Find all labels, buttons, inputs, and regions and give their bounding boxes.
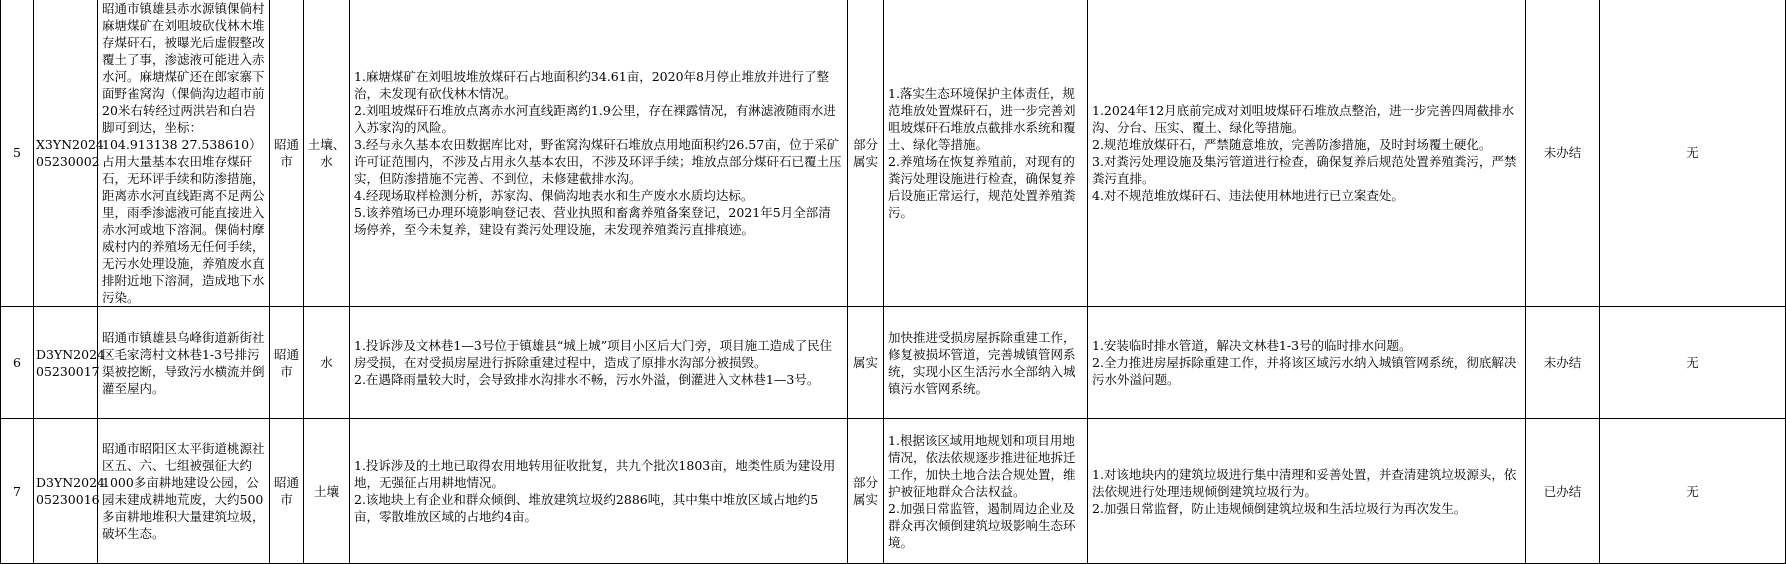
case-id: X3YN2024 05230002 bbox=[34, 0, 98, 307]
accountability: 无 bbox=[1600, 307, 1786, 419]
pollution-type: 土壤 bbox=[304, 419, 350, 564]
city: 昭通市 bbox=[270, 0, 304, 307]
table-row bbox=[1, 0, 1786, 307]
pollution-type: 土壤、水 bbox=[304, 0, 350, 307]
accountability: 无 bbox=[1600, 0, 1786, 307]
case-id: D3YN2024 05230016 bbox=[34, 419, 98, 564]
city: 昭通市 bbox=[270, 307, 304, 419]
verdict: 部分属实 bbox=[848, 0, 884, 307]
city: 昭通市 bbox=[270, 419, 304, 564]
completion-status: 未办结 bbox=[1526, 0, 1600, 307]
rectification-results: 1.对该地块内的建筑垃圾进行集中清理和妥善处置，并查清建筑垃圾源头，依法依规进行处理违规倾倒建筑垃圾行为。 2.加强日常监督，防止违规倾倒建筑垃圾和生活垃圾行为再次发生。 bbox=[1088, 419, 1526, 564]
rectification-results: 1.2024年12月底前完成对刘咀坡煤矸石堆放点整治，进一步完善四周截排水沟、分台、压实、覆土、绿化等措施。 2.规范堆放煤矸石，严禁随意堆放，完善防渗措施，及时封场覆土硬化。 3.对粪污处理设施及集污管道进行检查，确保复养后规范处置养殖粪污，严禁粪污直排。 4.对不规范堆放煤矸石、违法使用林地进行已立案查处。 bbox=[1088, 0, 1526, 307]
row-number: 6 bbox=[1, 307, 34, 419]
case-id: D3YN2024 05230017 bbox=[34, 307, 98, 419]
investigation-findings: 1.麻塘煤矿在刘咀坡堆放煤矸石占地面积约34.61亩，2020年8月停止堆放并进行了整治，未发现有砍伐林木情况。 2.刘咀坡煤矸石堆放点离赤水河直线距离约1.9公里，存在裸露情况，有淋滤液随雨水进入苏家沟的风险。 3.经与永久基本农田数据库比对，野雀窝沟煤矸石堆放点用地面积约26.57亩，位于采矿许可证范围内，不涉及占用永久基本农田，不涉及环评手续；堆放点部分煤矸石已覆土压实，但防渗措施不完善、不到位，未修建截排水沟。 4.经现场取样检测分析，苏家沟、倮倘沟地表水和生产废水水质均达标。 5.该养殖场已办理环境影响登记表、营业执照和畜禽养殖备案登记，2021年5月全部清场停养，至今未复养，建设有粪污处理设施，未发现养殖粪污直排痕迹。 bbox=[350, 0, 848, 307]
table-row bbox=[1, 419, 1786, 564]
row-number: 5 bbox=[1, 0, 34, 307]
complaint-description: 昭通市镇雄县赤水源镇倮倘村麻塘煤矿在刘咀坡砍伐林木堆存煤矸石，被曝光后虚假整改覆土了事，渗滤液可能进入赤水河。麻塘煤矿还在郎家寨下面野雀窝沟（倮倘沟边超市前20米右转经过两洪岩和白岩脚可到达，坐标：104.913138 27.538610）占用大量基本农田堆存煤矸石，无环评手续和防渗措施，距离赤水河直线距离不足两公里，雨季渗滤液可能直接进入赤水河或地下溶洞。倮倘村摩威村内的养殖场无任何手续，无污水处理设施，养殖废水直排附近地下溶洞，造成地下水污染。 bbox=[98, 0, 270, 307]
completion-status: 未办结 bbox=[1526, 307, 1600, 419]
rectification-measures: 1.根据该区域用地规划和项目用地情况，依法依规逐步推进征地拆迁工作，加快土地合法合规处置，维护被征地群众合法权益。 2.加强日常监管，遏制周边企业及群众再次倾倒建筑垃圾影响生态环境。 bbox=[884, 419, 1088, 564]
verdict: 部分属实 bbox=[848, 419, 884, 564]
rectification-measures: 1.落实生态环境保护主体责任，规范堆放处置煤矸石，进一步完善刘咀坡煤矸石堆放点截排水系统和覆土、绿化等措施。 2.养殖场在恢复养殖前，对现有的粪污处理设施进行检查，确保复养后设施正常运行，规范处置养殖粪污。 bbox=[884, 0, 1088, 307]
complaint-description: 昭通市昭阳区太平街道桃源社区五、六、七组被强征大约1000多亩耕地建设公园，公园未建成耕地荒废，大约500多亩耕地堆积大量建筑垃圾，破坏生态。 bbox=[98, 419, 270, 564]
verdict: 属实 bbox=[848, 307, 884, 419]
pollution-type: 水 bbox=[304, 307, 350, 419]
table-row bbox=[1, 307, 1786, 419]
complaint-description: 昭通市镇雄县乌峰街道新街社区毛家湾村文林巷1-3号排污渠被挖断，导致污水横流并倒灌至屋内。 bbox=[98, 307, 270, 419]
completion-status: 已办结 bbox=[1526, 419, 1600, 564]
accountability: 无 bbox=[1600, 419, 1786, 564]
rectification-measures: 加快推进受损房屋拆除重建工作，修复被损坏管道，完善城镇管网系统，实现小区生活污水全部纳入城镇污水管网系统。 bbox=[884, 307, 1088, 419]
investigation-findings: 1.投诉涉及文林巷1—3号位于镇雄县“城上城”项目小区后大门旁，项目施工造成了民住房受损，在对受损房屋进行拆除重建过程中，造成了原排水沟部分被损毁。 2.在遇降雨量较大时，会导致排水沟排水不畅，污水外溢，倒灌进入文林巷1—3号。 bbox=[350, 307, 848, 419]
rectification-results: 1.安装临时排水管道，解决文林巷1-3号的临时排水问题。 2.全力推进房屋拆除重建工作，并将该区域污水纳入城镇管网系统，彻底解决污水外溢问题。 bbox=[1088, 307, 1526, 419]
row-number: 7 bbox=[1, 419, 34, 564]
investigation-findings: 1.投诉涉及的土地已取得农用地转用征收批复，共九个批次1803亩，地类性质为建设用地，无强征占用耕地情况。 2.该地块上有企业和群众倾倒、堆放建筑垃圾约2886吨，其中集中堆放区域占地约5亩，零散堆放区域的占地约4亩。 bbox=[350, 419, 848, 564]
